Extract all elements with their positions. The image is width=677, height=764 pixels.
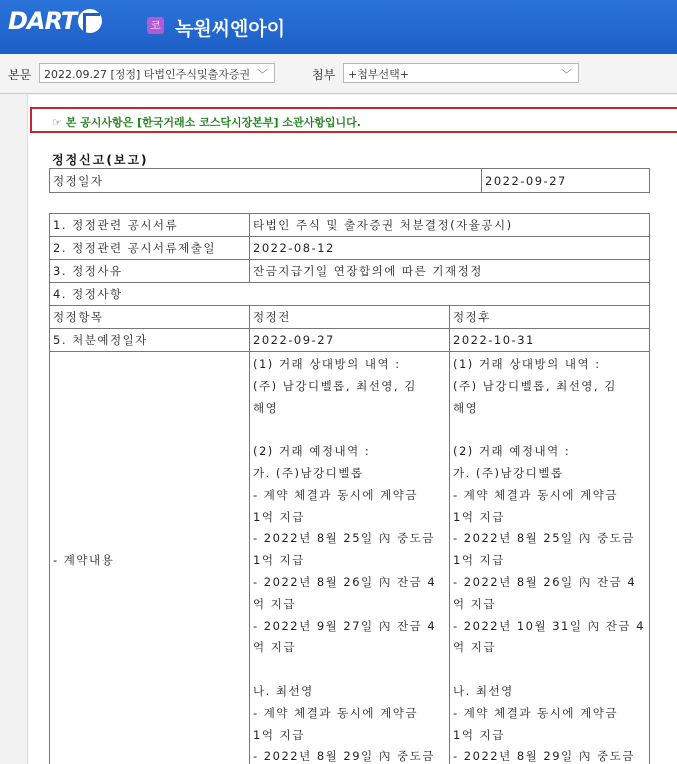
- logo-mark-icon: [78, 9, 102, 33]
- chevron-down-icon: ﹀: [254, 66, 268, 82]
- table-header-cell: 정정전: [250, 306, 450, 329]
- attachment-label: 첨부: [312, 68, 336, 82]
- table-cell: 3. 정정사유: [50, 260, 250, 283]
- table-cell: 정정일자: [50, 169, 482, 193]
- notice-text: ☞ 본 공시사항은 [한국거래소 코스닥시장본부] 소관사항입니다.: [52, 116, 361, 129]
- table-cell: 2022-09-27: [482, 169, 650, 193]
- table-cell: 2022-08-12: [250, 237, 650, 260]
- table-cell: 5. 처분예정일자: [50, 329, 250, 352]
- table-cell: (1) 거래 상대방의 내역 : (주) 남강디벨롭, 최선영, 김 해영 (2) 거래 예정내역 : 가. (주)남강디벨롭 - 계약 체결과 동시에 계약금 1억 지급 - 2022년 8월 25일 內 중도금 1억 지급 - 2022년 8월 26일 內 잔금 4 억 지급 - 2022년 10월 31일 內 잔금 4 억 지급 나. 최선영 - 계약 체결과 동시에 계약금 1억 지급 - 2022년 8월 29일 內 중도금: [450, 352, 650, 764]
- table-row: [50, 283, 650, 306]
- table-cell: 2022-09-27: [250, 329, 450, 352]
- table-cell: 타법인 주식 및 출자증권 처분결정(자율공시): [250, 214, 650, 237]
- toolbar: [0, 54, 677, 94]
- market-badge: 코: [147, 17, 164, 34]
- company-name: 녹원씨엔아이: [175, 18, 286, 40]
- table-header-cell: 정정항목: [50, 306, 250, 329]
- document-title: 정정신고(보고): [52, 153, 149, 167]
- correction-date-table: [49, 168, 650, 193]
- table-cell: 1. 정정관련 공시서류: [50, 214, 250, 237]
- body-document-select[interactable]: [39, 63, 275, 83]
- table-row: [50, 260, 650, 283]
- table-cell: 잔금지급기일 연장합의에 따른 기재정정: [250, 260, 650, 283]
- logo-text: DART: [8, 7, 77, 35]
- table-row: [50, 237, 650, 260]
- body-select-value: 2022.09.27 [정정] 타법인주식및출자증권: [44, 68, 251, 81]
- header-bar: [0, 0, 677, 54]
- table-row: [50, 169, 650, 193]
- table-cell: 2022-10-31: [450, 329, 650, 352]
- table-row: [50, 306, 650, 329]
- dart-logo[interactable]: [8, 8, 102, 34]
- notice-box: [30, 107, 677, 133]
- table-cell: (1) 거래 상대방의 내역 : (주) 남강디벨롭, 최선영, 김 해영 (2) 거래 예정내역 : 가. (주)남강디벨롭 - 계약 체결과 동시에 계약금 1억 지급 - 2022년 8월 25일 內 중도금 1억 지급 - 2022년 8월 26일 內 잔금 4 억 지급 - 2022년 9월 27일 內 잔금 4 억 지급 나. 최선영 - 계약 체결과 동시에 계약금 1억 지급 - 2022년 8월 29일 內 중도금: [250, 352, 450, 764]
- body-label: 본문: [8, 68, 32, 82]
- attachment-select-value: +첨부선택+: [348, 68, 409, 81]
- table-header-cell: 정정후: [450, 306, 650, 329]
- table-cell: 4. 정정사항: [50, 283, 650, 306]
- attachment-select[interactable]: [343, 63, 579, 83]
- correction-details-table: [49, 213, 650, 764]
- table-row: [50, 352, 650, 764]
- table-row: [50, 329, 650, 352]
- chevron-down-icon: ﹀: [561, 68, 572, 81]
- table-cell: - 계약내용: [50, 352, 250, 764]
- table-cell: 2. 정정관련 공시서류제출일: [50, 237, 250, 260]
- document-content: [27, 95, 677, 764]
- table-row: [50, 214, 650, 237]
